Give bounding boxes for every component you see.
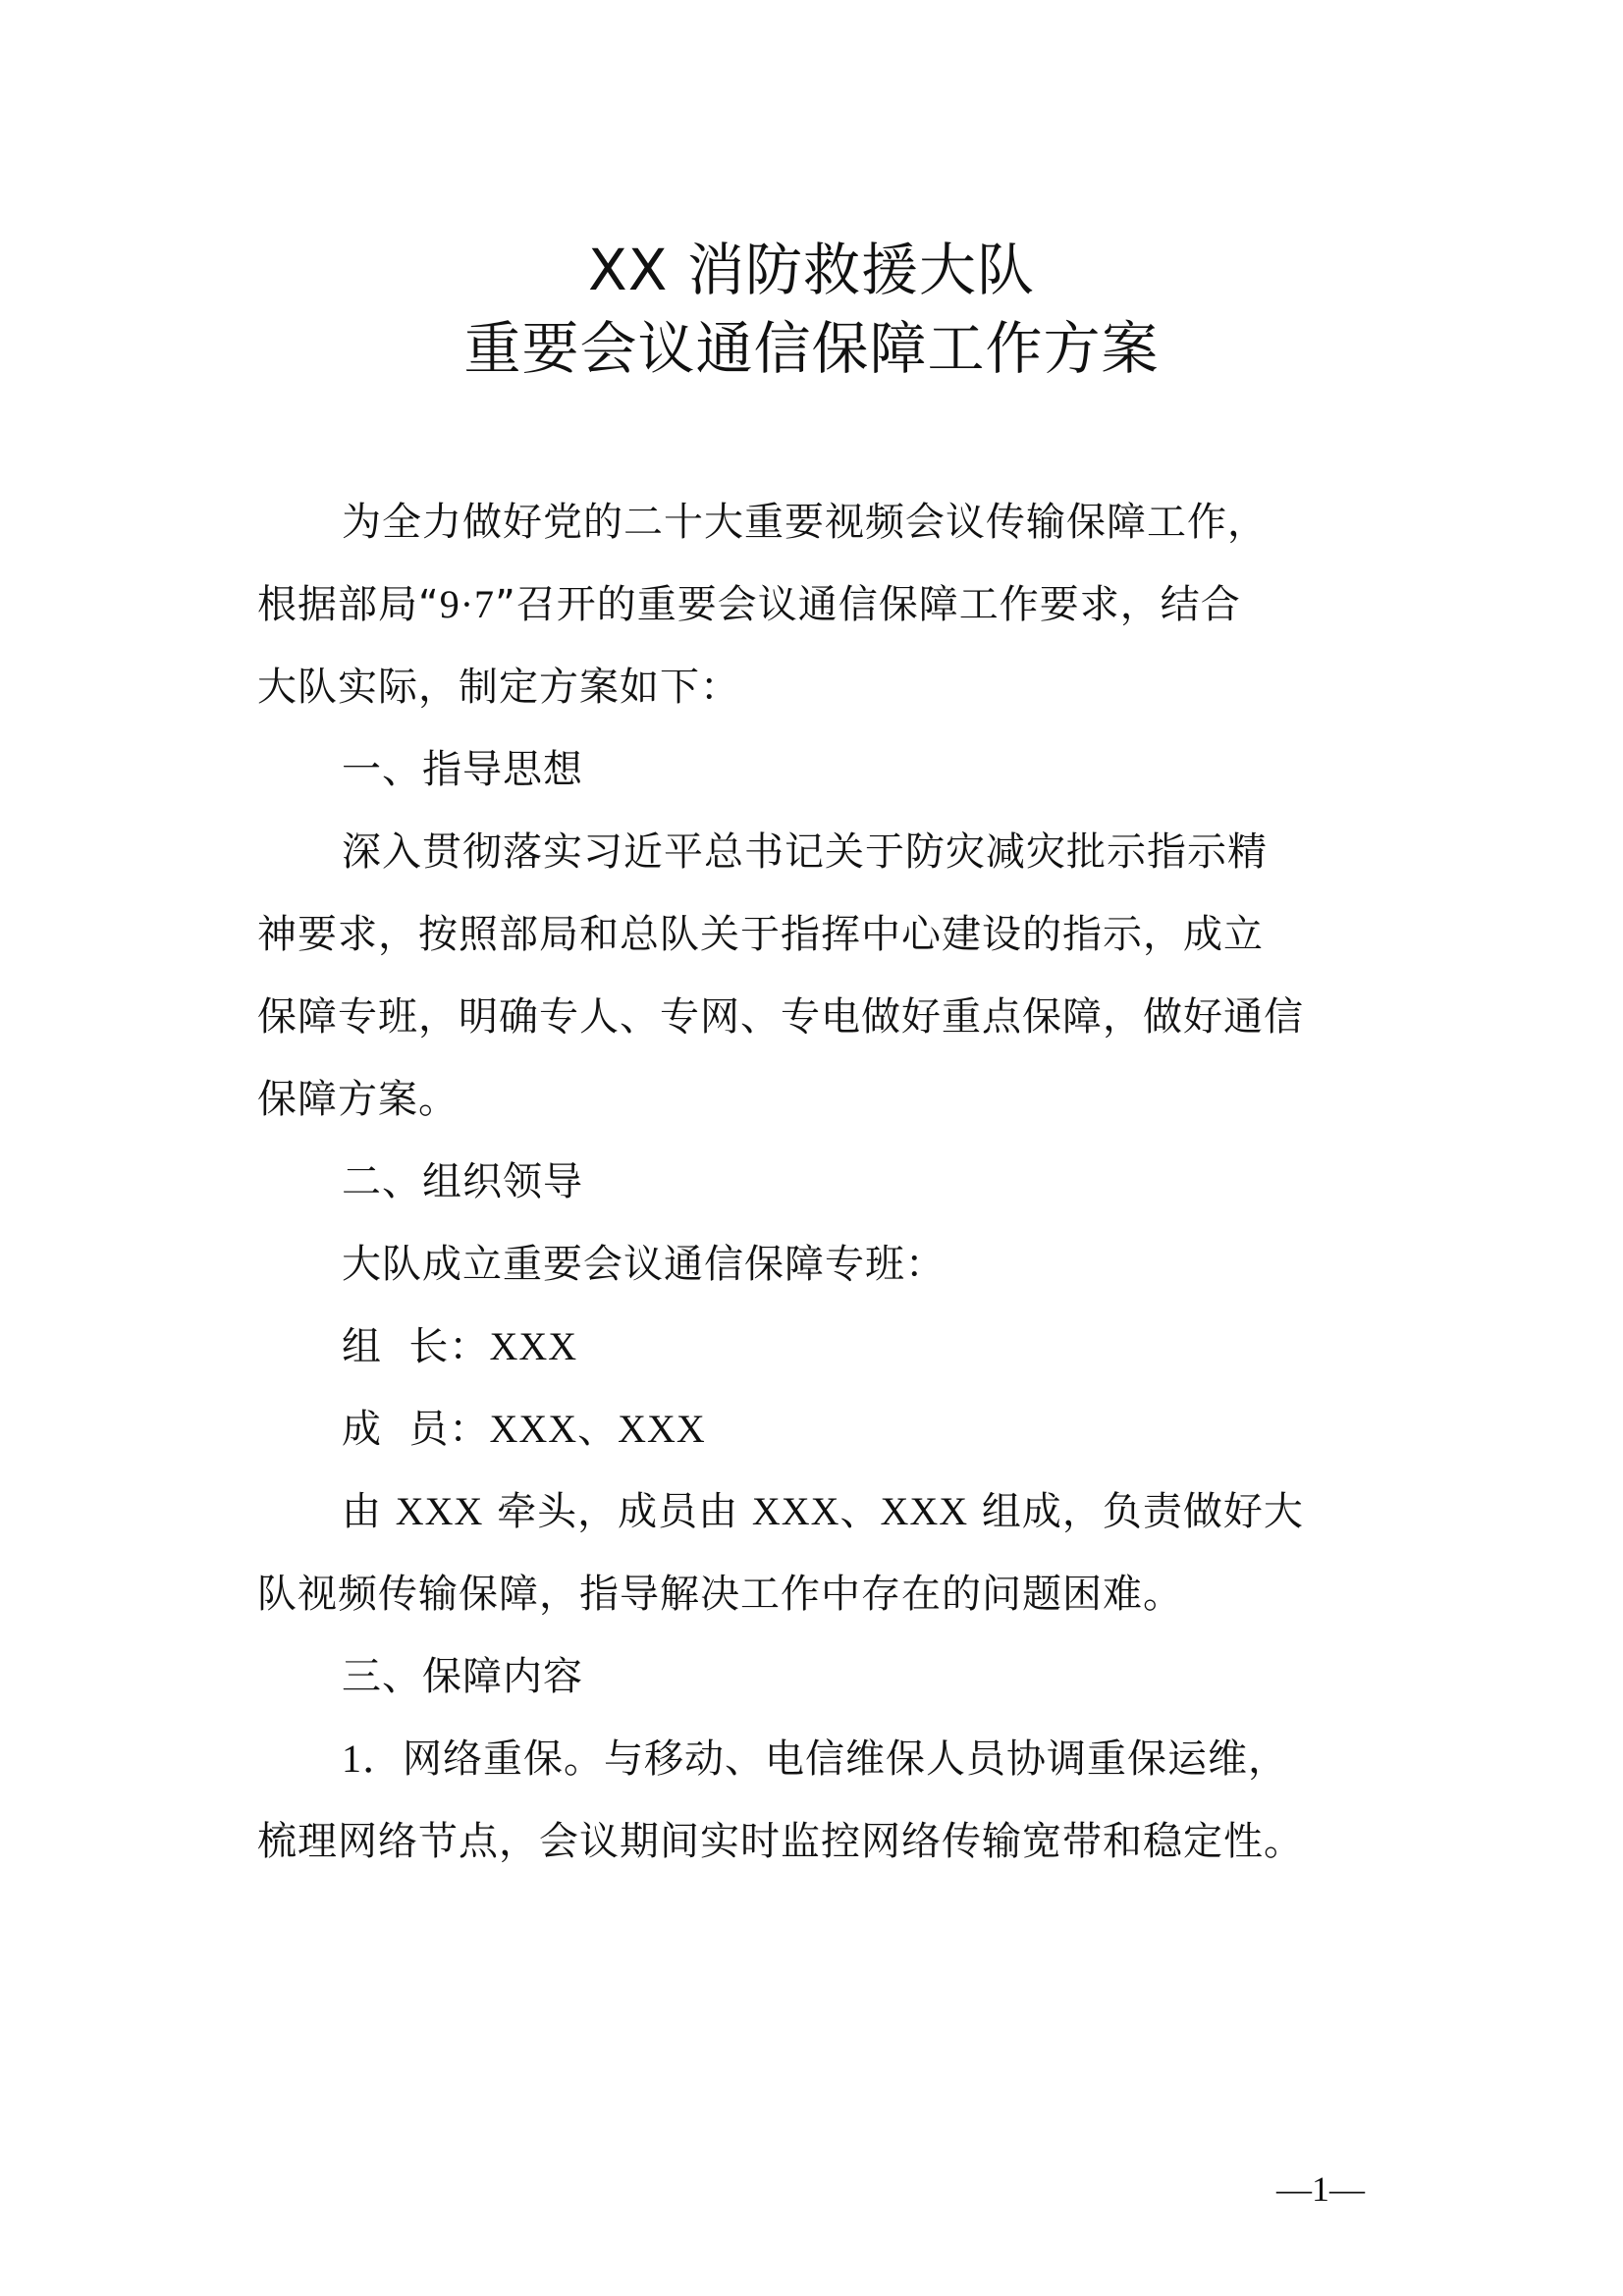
- section-3-heading: 三、保障内容: [342, 1654, 583, 1699]
- duty-pre: 由: [342, 1489, 396, 1534]
- team-members-label: 成 员：: [342, 1407, 490, 1452]
- section-2-heading: 二、组织领导: [342, 1159, 583, 1204]
- intro-line-1: 为全力做好党的二十大重要视频会议传输保障工作，: [342, 500, 1268, 545]
- duty-mid-2: 组成，负责做好大: [968, 1489, 1304, 1534]
- page-number: —1—: [1276, 2169, 1365, 2209]
- item-1-text: 网络重保。与移动、电信维保人员协调重保运维，: [403, 1736, 1288, 1782]
- duty-mid-1: 牵头，成员由: [483, 1489, 752, 1534]
- duty-members: XXX、XXX: [751, 1489, 969, 1533]
- item-1-number: 1．: [342, 1736, 403, 1781]
- team-leader-label: 组 长：: [342, 1324, 490, 1369]
- section-1-heading: 一、指导思想: [342, 747, 583, 792]
- intro-line-2-post: ”召开的重要会议通信保障工作要求，结合: [495, 582, 1241, 627]
- section-3-item-1-line-2: 梳理网络节点，会议期间实时监控网络传输宽带和稳定性。: [257, 1819, 1304, 1864]
- document-title-line-1: XX 消防救援大队: [588, 237, 1035, 303]
- team-leader-value: XXX: [489, 1324, 578, 1368]
- intro-line-2-pre: 根据部局“: [257, 582, 440, 627]
- section-1-line-2: 神要求，按照部局和总队关于指挥中心建设的指示，成立: [257, 912, 1264, 957]
- team-members-value: XXX、XXX: [489, 1407, 706, 1451]
- section-3-item-1-line-1: [342, 1718, 1288, 1800]
- section-1-line-1: 深入贯彻落实习近平总书记关于防灾减灾批示指示精: [342, 829, 1268, 875]
- duty-lead: XXX: [395, 1489, 484, 1533]
- team-leader-row: [342, 1306, 577, 1388]
- section-1-line-4: 保障方案。: [257, 1077, 459, 1122]
- document-title-line-2: 重要会议通信保障工作方案: [463, 315, 1160, 382]
- section-2-duty-line-1: [342, 1470, 1304, 1553]
- section-1-line-3: 保障专班，明确专人、专网、专电做好重点保障，做好通信: [257, 994, 1304, 1040]
- team-members-row: [342, 1388, 706, 1470]
- intro-date-number: 9·7: [439, 582, 496, 626]
- section-2-intro: 大队成立重要会议通信保障专班：: [342, 1242, 946, 1287]
- section-2-duty-line-2: 队视频传输保障，指导解决工作中存在的问题困难。: [257, 1572, 1183, 1617]
- intro-line-3: 大队实际，制定方案如下：: [257, 665, 740, 710]
- intro-line-2: [257, 563, 1241, 646]
